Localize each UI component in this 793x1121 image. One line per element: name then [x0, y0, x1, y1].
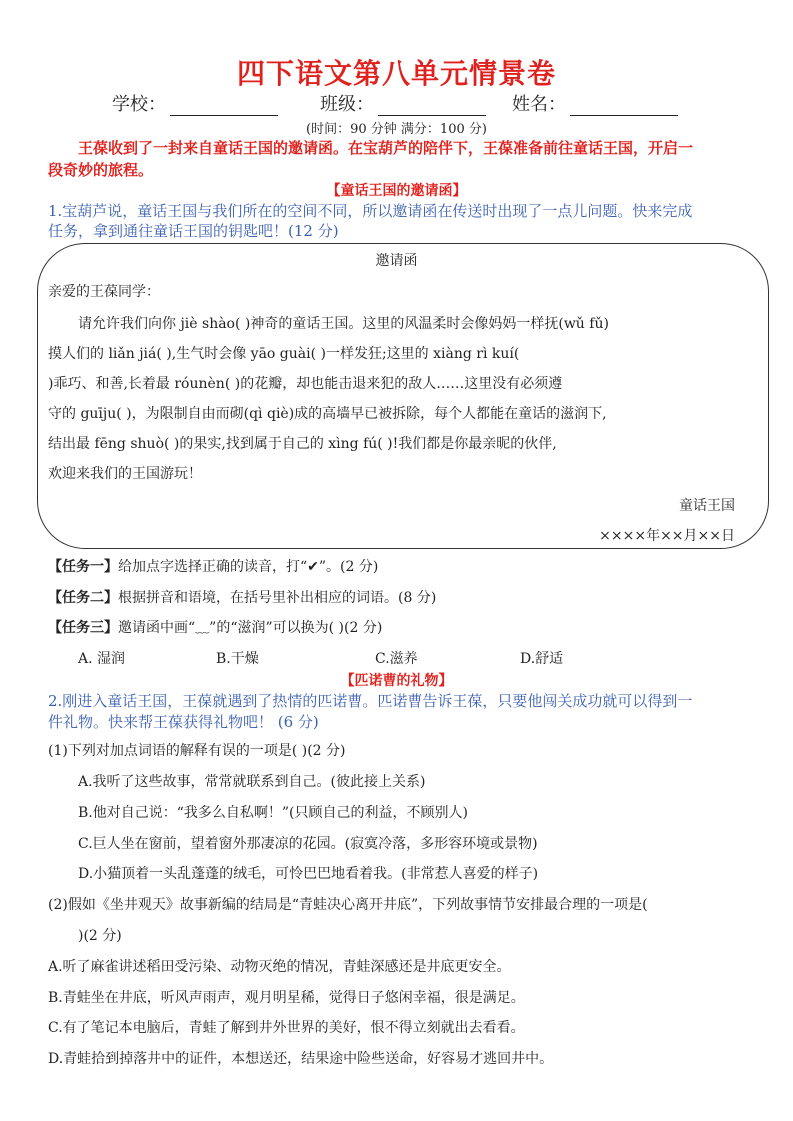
option-d[interactable]: D.舒适	[520, 651, 564, 667]
sub1-option-d[interactable]: D.小猫顶着一头乱蓬蓬的绒毛，可怜巴巴地看着我。(非常惹人喜爱的样子)	[78, 866, 539, 882]
letter-line: 结出最 fēng shuò( )的果实,找到属于自己的 xìng fú( )!我们都是你最亲昵的伙伴,	[48, 436, 557, 452]
letter-line: 请允许我们向你 jiè shào( )神奇的童话王国。这里的风温柔时会像妈妈一样抚(wǔ fǔ)	[78, 316, 609, 332]
option-a[interactable]: A. 湿润	[78, 651, 126, 667]
task-3	[48, 617, 382, 637]
task-2	[48, 587, 436, 607]
sub2-option-c[interactable]: C.有了笔记本电脑后，青蛙了解到井外世界的美好，恨不得立刻就出去看看。	[48, 1020, 525, 1036]
letter-line: 欢迎来我们的王国游玩！	[48, 466, 202, 482]
letter-date: ××××年××月××日	[599, 528, 735, 544]
intro-line-1: 王葆收到了一封来自童话王国的邀请函。在宝葫芦的陪伴下，王葆准备前往童话王国，开启一	[78, 139, 694, 157]
school-label: 学校：	[112, 94, 166, 115]
task-text: 根据拼音和语境，在括号里补出相应的词语。(8 分)	[118, 590, 437, 606]
class-label: 班级：	[320, 94, 374, 115]
sub-question-2-stem-1: (2)假如《坐井观天》故事新编的结局是“青蛙决心离开井底”，下列故事情节安排最合理的一项是(	[48, 897, 648, 913]
letter-line: )乖巧、和善,长着最 róunèn( )的花瓣，却也能击退来犯的敌人……这里没有必须遵	[48, 376, 563, 392]
question-1-line-1: 1.宝葫芦说，童话王国与我们所在的空间不同，所以邀请函在传送时出现了一点儿问题。快来完成	[48, 202, 693, 220]
letter-greeting: 亲爱的王葆同学：	[48, 284, 160, 300]
question-2-line-2: 件礼物。快来帮王葆获得礼物吧！ (6 分)	[48, 713, 319, 731]
task-1	[48, 556, 378, 576]
sub1-option-b[interactable]: B.他对自己说：“我多么自私啊！”(只顾自己的利益，不顾别人)	[78, 805, 468, 821]
task-text: 给加点字选择正确的读音，打“✔”。(2 分)	[118, 559, 379, 575]
section-heading-invitation: 【童话王国的邀请函】	[326, 183, 467, 199]
class-field[interactable]	[320, 90, 486, 116]
sub-question-2-stem-2: )(2 分)	[78, 928, 122, 944]
sub1-option-c[interactable]: C.巨人坐在窗前，望着窗外那凄凉的花园。(寂寞冷落，多形容环境或景物)	[78, 836, 538, 852]
exam-time-info: (时间：90 分钟 满分：100 分)	[306, 122, 487, 137]
task-label: 【任务一】	[48, 559, 118, 575]
page-title: 四下语文第八单元情景卷	[236, 57, 556, 90]
name-label: 姓名：	[512, 94, 566, 115]
question-1-line-2: 任务，拿到通往童话王国的钥匙吧！(12 分)	[48, 222, 339, 240]
school-field[interactable]	[112, 90, 278, 116]
sub2-option-b[interactable]: B.青蛙坐在井底，听风声雨声，观月明星稀，觉得日子悠闲幸福，很是满足。	[48, 990, 525, 1006]
name-blank[interactable]	[570, 99, 678, 116]
section-heading-pinocchio: 【匹诺曹的礼物】	[340, 673, 453, 689]
task-label: 【任务三】	[48, 620, 118, 636]
option-b[interactable]: B.干燥	[216, 651, 259, 667]
option-c[interactable]: C.滋养	[375, 651, 418, 667]
class-blank[interactable]	[378, 99, 486, 116]
intro-line-2: 段奇妙的旅程。	[48, 161, 154, 179]
letter-line: 摸人们的 liǎn jiá( ),生气时会像 yāo guài( )一样发狂;这里的 xiàng rì kuí(	[48, 346, 520, 362]
question-2-line-1: 2.刚进入童话王国，王葆就遇到了热情的匹诺曹。匹诺曹告诉王葆，只要他闯关成功就可以得到一	[48, 692, 693, 710]
name-field[interactable]	[512, 90, 678, 116]
letter-title: 邀请函	[375, 253, 418, 269]
sub2-option-d[interactable]: D.青蛙拾到掉落井中的证件，本想送还，结果途中险些送命，好容易才逃回井中。	[48, 1051, 554, 1067]
sub2-option-a[interactable]: A.听了麻雀讲述稻田受污染、动物灭绝的情况，青蛙深感还是井底更安全。	[48, 959, 511, 975]
letter-signature: 童话王国	[679, 498, 735, 514]
task-text: 邀请函中画“﹏”的“滋润”可以换为( )(2 分)	[118, 620, 383, 636]
sub1-option-a[interactable]: A.我听了这些故事，常常就联系到自己。(彼此接上关系)	[78, 774, 426, 790]
letter-line: 守的 guīju( )，为限制自由而砌(qì qiè)成的高墙早已被拆除，每个人都能在童话的滋润下,	[48, 406, 607, 422]
sub-question-1-stem: (1)下列对加点词语的解释有误的一项是( )(2 分)	[48, 743, 346, 759]
school-blank[interactable]	[170, 99, 278, 116]
task-label: 【任务二】	[48, 590, 118, 606]
